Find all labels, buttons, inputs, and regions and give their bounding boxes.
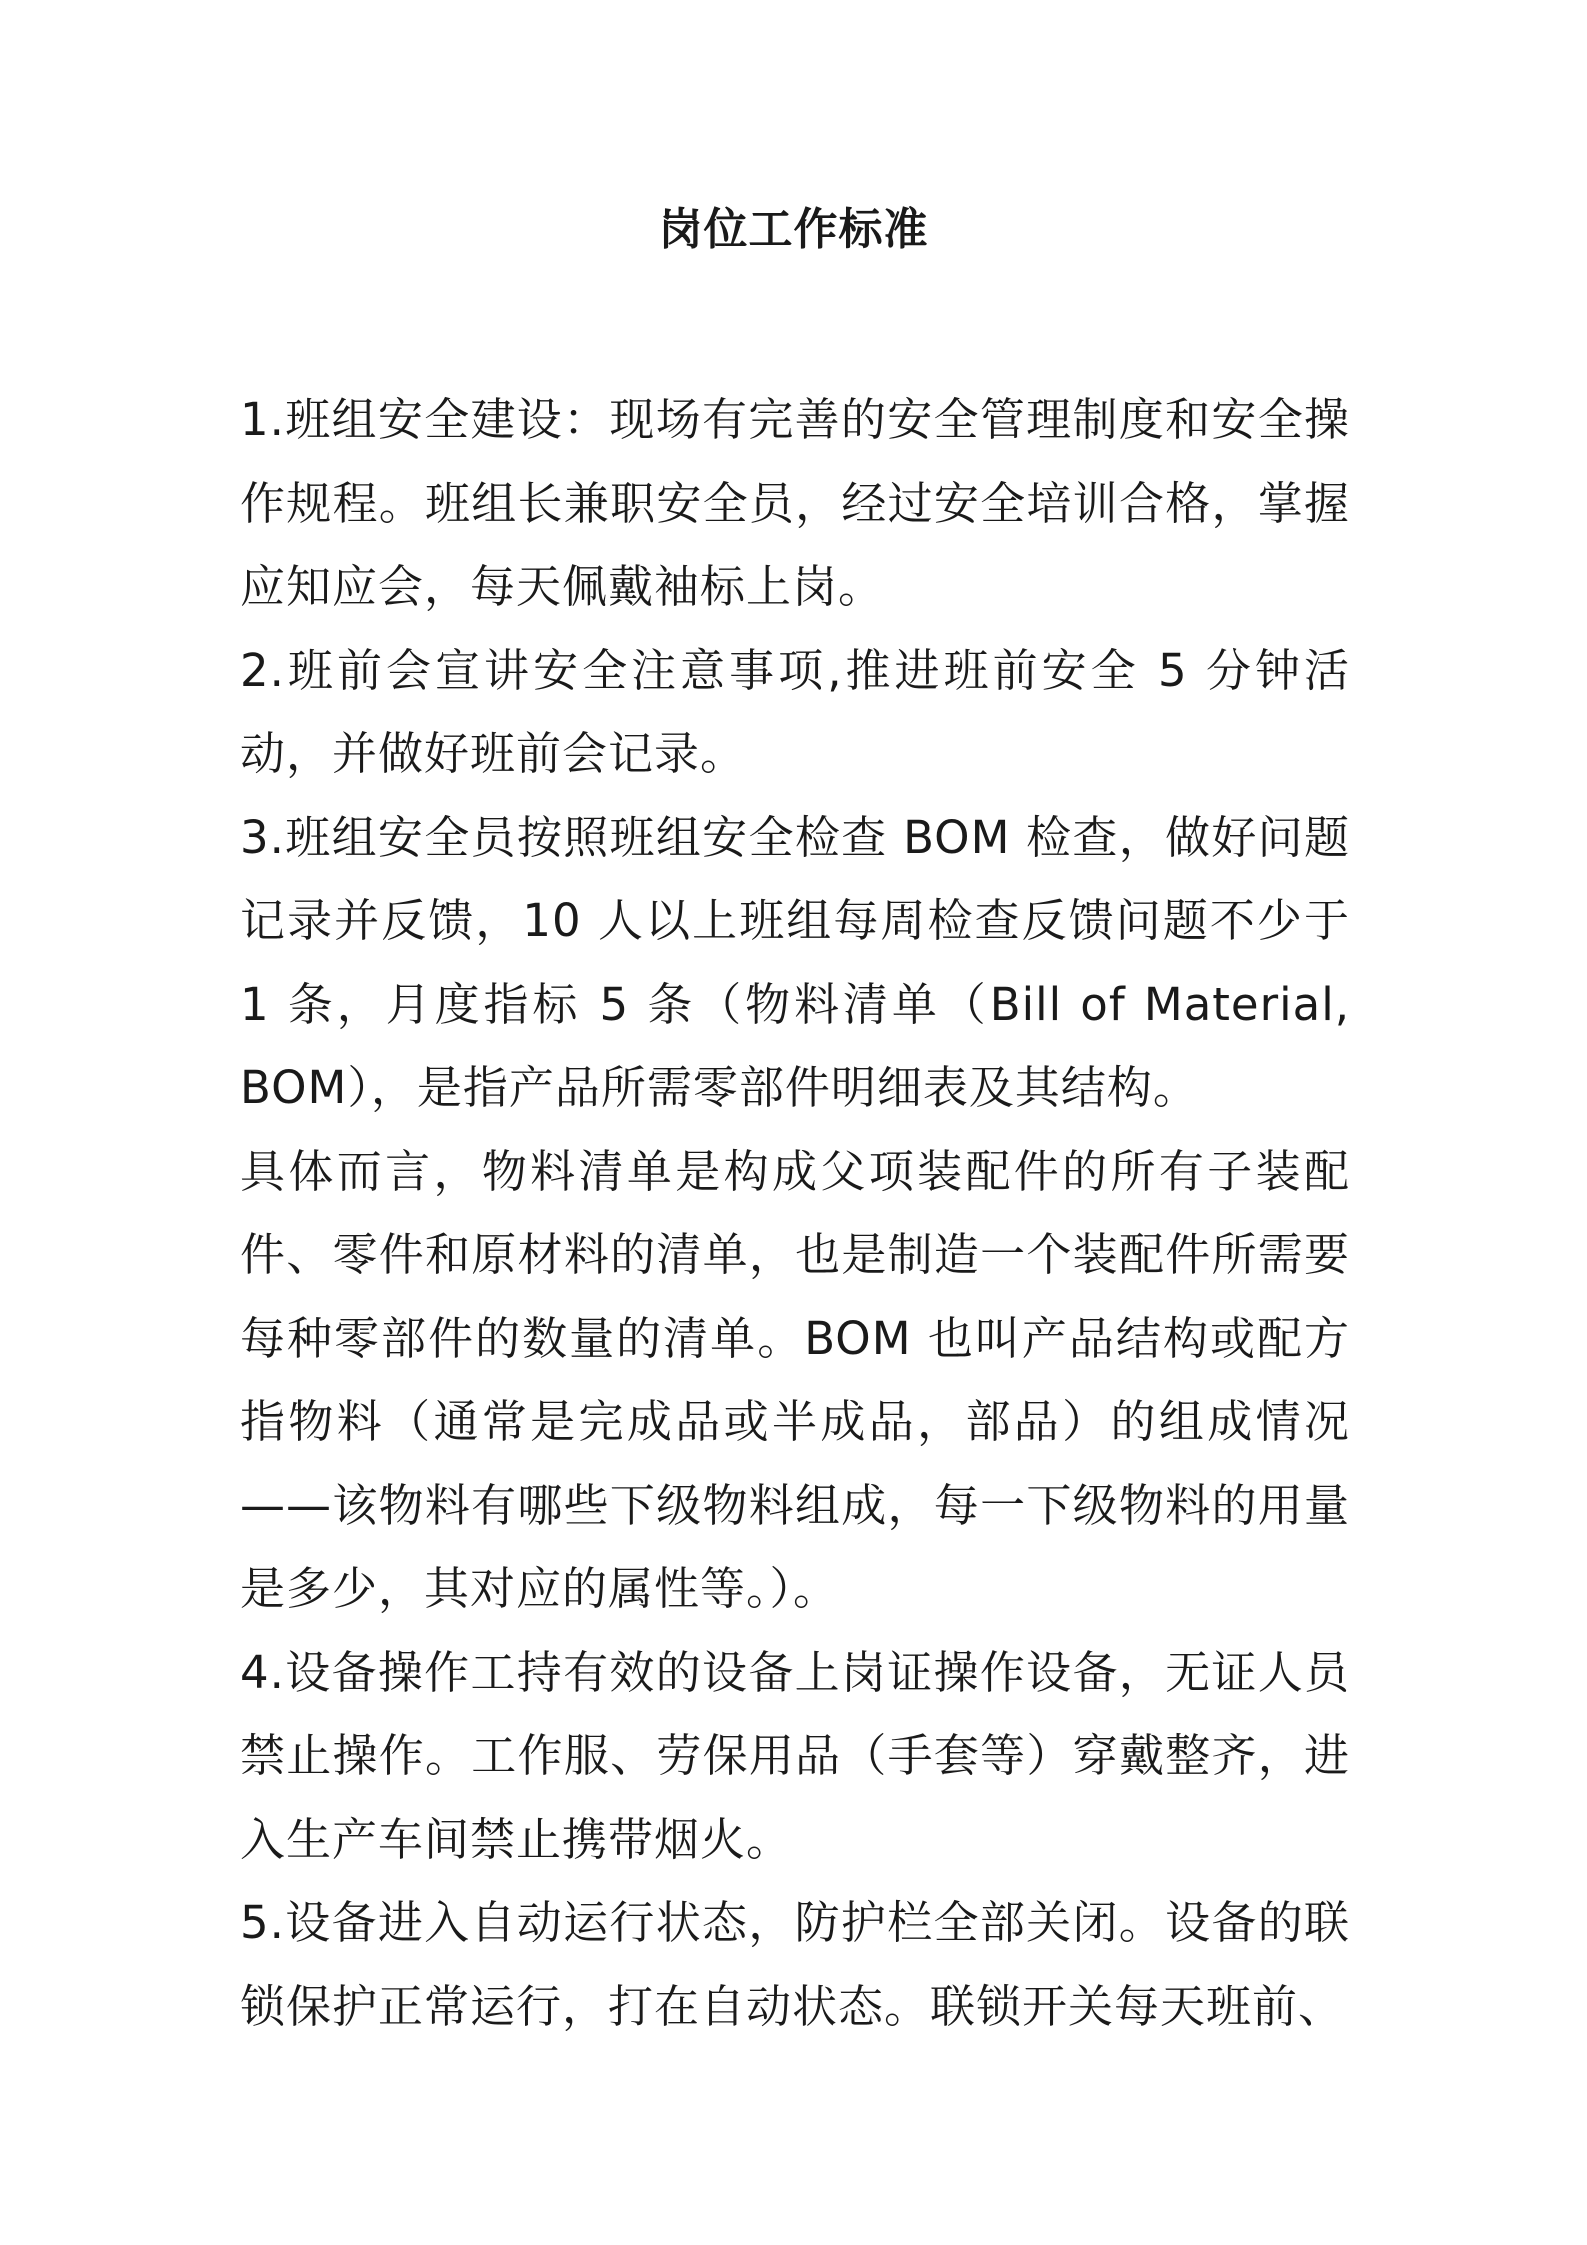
paragraph-5: 5.设备进入自动运行状态，防护栏全部关闭。设备的联锁保护正常运行，打在自动状态。联锁开关每天班前、 [240,1896,1350,2033]
paragraph-1: 1.班组安全建设：现场有完善的安全管理制度和安全操作规程。班组长兼职安全员，经过安全培训合格，掌握应知应会，每天佩戴袖标上岗。 [240,393,1350,613]
paragraph-3: 3.班组安全员按照班组安全检查 BOM 检查，做好问题记录并反馈，10 人以上班组每周检查反馈问题不少于 1 条，月度指标 5 条（物料清单（Bill of Material, BOM），是指产品所需零部件明细表及其结构。 [240,810,1350,1114]
paragraph-3-continued: 具体而言，物料清单是构成父项装配件的所有子装配件、零件和原材料的清单，也是制造一个装配件所需要每种零部件的数量的清单。BOM 也叫产品结构或配方指物料（通常是完成品或半成品，部品）的组成情况——该物料有哪些下级物料组成，每一下级物料的用量是多少，其对应的属性等。）。 [240,1144,1350,1615]
document-title: 岗位工作标准 [658,204,929,255]
document-body [240,378,1350,2048]
paragraph-2: 2.班前会宣讲安全注意事项,推进班前安全 5 分钟活动，并做好班前会记录。 [240,643,1350,780]
paragraph-4: 4.设备操作工持有效的设备上岗证操作设备，无证人员禁止操作。工作服、劳保用品（手套等）穿戴整齐，进入生产车间禁止携带烟火。 [240,1645,1350,1866]
